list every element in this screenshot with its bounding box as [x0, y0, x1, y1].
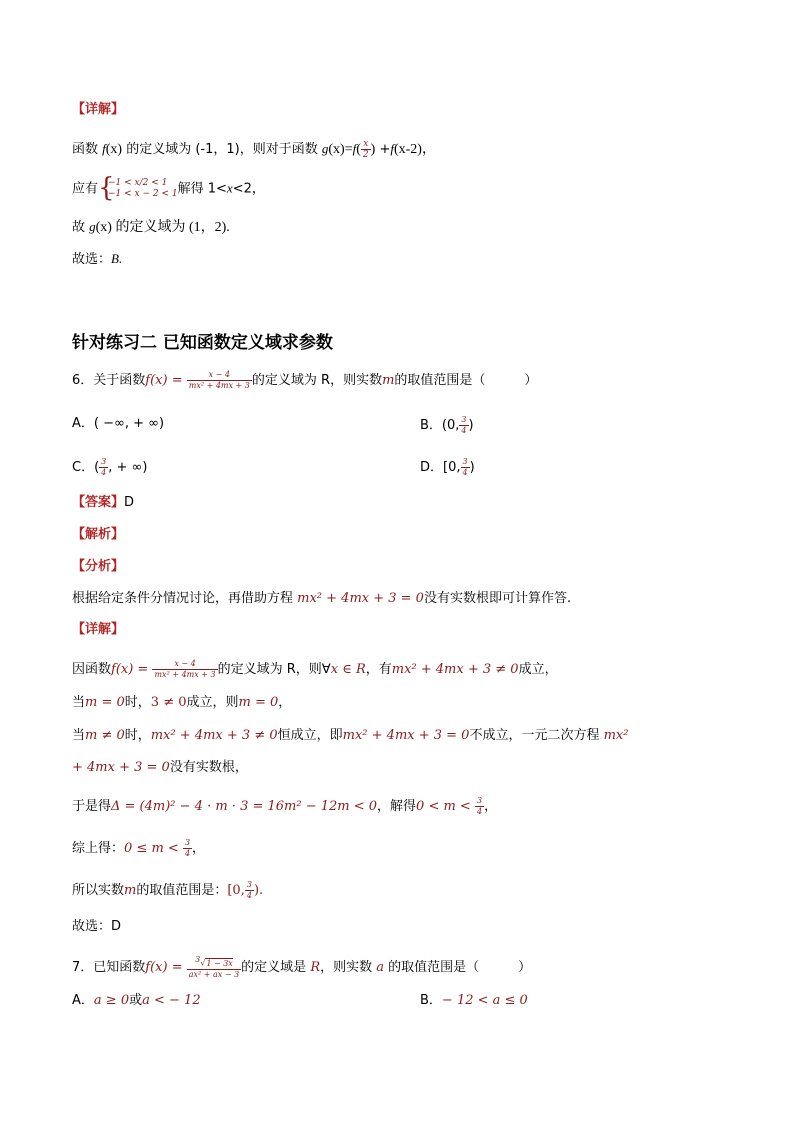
- text: 没有实数根即可计算作答.: [423, 591, 572, 606]
- equation: mx²: [603, 728, 629, 743]
- detail-line1: [72, 659, 558, 680]
- text: 所以实数: [72, 883, 125, 898]
- text: (x): [105, 142, 123, 157]
- text: m: [124, 883, 137, 898]
- text: 函数: [72, 142, 103, 157]
- text: (x-2)，: [393, 142, 436, 157]
- text: , + ∞): [108, 460, 148, 475]
- numerator: x − 4: [152, 659, 217, 670]
- text: f(x) =: [111, 662, 153, 677]
- text: R: [355, 662, 366, 677]
- text: 故选：: [72, 252, 112, 267]
- text: g: [321, 141, 329, 156]
- answer-label: 【答案】: [72, 495, 125, 510]
- equation: 0 ≤ m <: [124, 841, 183, 856]
- text: (x)=: [328, 142, 353, 157]
- section-heading: 针对练习二 已知函数定义域求参数: [72, 333, 333, 353]
- text: <2，: [232, 181, 265, 197]
- text: ，有: [365, 662, 392, 677]
- equation: − 12 < a ≤ 0: [441, 993, 528, 1008]
- text: B.: [111, 251, 123, 266]
- equation: Δ = (4m)² − 4 · m · 3 = 16m² − 12m < 0: [111, 799, 378, 814]
- equation: mx² + 4mx + 3 = 0: [297, 591, 424, 606]
- text: x: [330, 662, 339, 677]
- text: 的定义域是: [241, 959, 311, 975]
- text: 当: [72, 728, 86, 743]
- denominator: 4: [246, 891, 252, 900]
- denominator: 2: [362, 150, 369, 160]
- system-row: −1 < x/2 < 1: [108, 178, 168, 188]
- equation: a ≥ 0: [93, 993, 130, 1008]
- text: ).: [253, 883, 264, 898]
- text: D: [111, 919, 122, 934]
- fraction: [187, 955, 241, 980]
- text: 7．已知函数: [72, 959, 146, 975]
- numerator: x − 4: [187, 370, 252, 381]
- text: 故选：: [72, 919, 112, 934]
- text: 于是得: [72, 799, 112, 814]
- q7-stem: [72, 955, 531, 980]
- denominator: 4: [184, 849, 191, 858]
- text: f(x) =: [145, 959, 187, 975]
- text: 的定义域为 R，则实数: [251, 373, 383, 388]
- text: A．: [72, 993, 94, 1008]
- equation: mx² + 4mx + 3 ≠ 0: [150, 728, 278, 743]
- option-a: [72, 993, 201, 1008]
- numerator: 3: [476, 796, 483, 805]
- option-a: A．( −∞, + ∞): [72, 416, 165, 431]
- text: ): [469, 460, 475, 475]
- detail-line4: [72, 759, 248, 777]
- text: ，: [278, 695, 292, 710]
- detail-line2: [72, 694, 291, 712]
- fraction: [183, 838, 192, 859]
- equation: m = 0: [238, 695, 279, 710]
- text: 根据给定条件分情况讨论，再借助方程: [72, 591, 298, 606]
- numerator: x: [361, 139, 371, 150]
- text: B．(0,: [420, 418, 460, 433]
- option-b: [420, 415, 474, 436]
- numerator: $^3$√1 − 3x: [187, 955, 241, 970]
- q6-answer: [72, 494, 134, 512]
- numerator: 3: [184, 838, 191, 847]
- q6-options-row1: [72, 415, 474, 435]
- text: 解得 1<: [177, 181, 227, 197]
- denominator: 4: [461, 426, 467, 435]
- text: 的定义域为 R，则∀: [217, 662, 331, 677]
- denominator: mx² + 4mx + 3: [188, 381, 250, 390]
- block1-line4: [72, 250, 122, 269]
- denominator: mx² + 4mx + 3: [154, 670, 216, 679]
- detail-line5: [72, 796, 497, 817]
- fraction: [152, 659, 217, 680]
- block1-line2: [72, 173, 265, 203]
- fraction: [245, 880, 254, 901]
- q6-stem: [72, 370, 537, 391]
- fenxi-text: [72, 590, 571, 608]
- equation: [0,: [227, 883, 245, 898]
- q6-options-row2: [72, 457, 475, 478]
- equation: mx² + 4mx + 3 = 0: [342, 728, 470, 743]
- fenxi-label: 【分析】: [72, 559, 125, 574]
- option-c: [72, 457, 148, 477]
- text: 没有实数根，: [169, 760, 248, 775]
- block1-line3: [72, 218, 230, 237]
- text: 6．关于函数: [72, 373, 146, 388]
- detail-line7: [72, 880, 263, 901]
- text: 的取值范围是（ ）: [394, 373, 538, 388]
- text: 当: [72, 695, 86, 710]
- text: g: [89, 219, 96, 234]
- denominator: ax² + ax − 3: [188, 969, 240, 979]
- text: ，: [192, 841, 206, 856]
- text: 不成立，一元二次方程: [469, 728, 604, 743]
- text: B．: [420, 993, 442, 1008]
- fraction: [187, 370, 252, 391]
- numerator: 3: [462, 457, 468, 466]
- text: f: [352, 141, 357, 156]
- equation: mx² + 4mx + 3 ≠ 0: [391, 662, 519, 677]
- option-b: [420, 992, 528, 1010]
- denominator: 4: [462, 468, 468, 477]
- text: 成立，则: [186, 695, 239, 710]
- equation: + 4mx + 3 = 0: [72, 760, 170, 775]
- fraction: [361, 139, 371, 160]
- denominator: 4: [101, 468, 107, 477]
- text: R: [310, 959, 321, 975]
- text: (x) 的定义域为 (1，2).: [95, 220, 230, 235]
- option-d: [420, 457, 475, 478]
- text: m: [382, 373, 395, 388]
- text: 的取值范围是（ ）: [384, 959, 532, 975]
- numerator: 3: [461, 415, 467, 424]
- numerator: 3: [101, 457, 107, 466]
- inequality-system: { −1 < x/2 < 1 −1 < x − 2 < 1: [98, 173, 178, 203]
- equation: 0 < m <: [416, 799, 475, 814]
- system-row: −1 < x − 2 < 1: [108, 189, 178, 199]
- q7-options-row1: [72, 992, 528, 1010]
- text: 因函数: [72, 662, 112, 677]
- text: 或: [129, 993, 143, 1008]
- fraction: [461, 457, 470, 478]
- radicand: 1 − 3x: [206, 958, 233, 968]
- text: ，则实数: [320, 959, 377, 975]
- equation: a < − 12: [142, 993, 201, 1008]
- detail-label-1: 【详解】: [72, 102, 125, 117]
- fraction: [459, 415, 468, 436]
- text: D．[0,: [420, 460, 461, 475]
- root-index: 3: [195, 955, 201, 964]
- text: ): [468, 418, 474, 433]
- text: f: [102, 141, 106, 156]
- text: a: [376, 959, 385, 975]
- answer-value: D: [124, 495, 135, 510]
- equation: m ≠ 0: [85, 728, 125, 743]
- fraction: [99, 457, 108, 478]
- text: ，: [484, 799, 498, 814]
- block1-line1: 函数 f(x) 的定义域为 (-1，1)，则对于函数 g(x)=f( $\frac{x}{2}$ ) +f(x-2)，: [72, 139, 436, 160]
- denominator: 4: [476, 807, 483, 816]
- detail-line3: [72, 727, 628, 745]
- equation: 3 ≠ 0: [150, 695, 187, 710]
- text: ，解得: [377, 799, 417, 814]
- equation: m = 0: [85, 695, 125, 710]
- numerator: 3: [246, 880, 252, 889]
- text: 的取值范围是：: [136, 883, 228, 898]
- detail-line6: [72, 838, 205, 859]
- text: f: [390, 141, 394, 156]
- detail-line8: [72, 918, 121, 936]
- text: C．(: [72, 460, 100, 475]
- text: ∈: [338, 662, 356, 677]
- fraction: [475, 796, 484, 817]
- text: 时，: [124, 728, 151, 743]
- text: 故: [72, 220, 90, 235]
- text: 综上得：: [72, 841, 125, 856]
- text: 的定义域为 (-1，1)，则对于函数: [122, 142, 322, 157]
- text: 时，: [124, 695, 151, 710]
- text: x: [226, 180, 233, 196]
- text: f(x) =: [145, 373, 187, 388]
- text: 应有: [72, 181, 99, 197]
- analysis-label: 【解析】: [72, 527, 125, 542]
- text: 成立，: [518, 662, 558, 677]
- text: 恒成立，即: [277, 728, 343, 743]
- text: +: [375, 142, 391, 157]
- detail-label-2: 【详解】: [72, 622, 125, 637]
